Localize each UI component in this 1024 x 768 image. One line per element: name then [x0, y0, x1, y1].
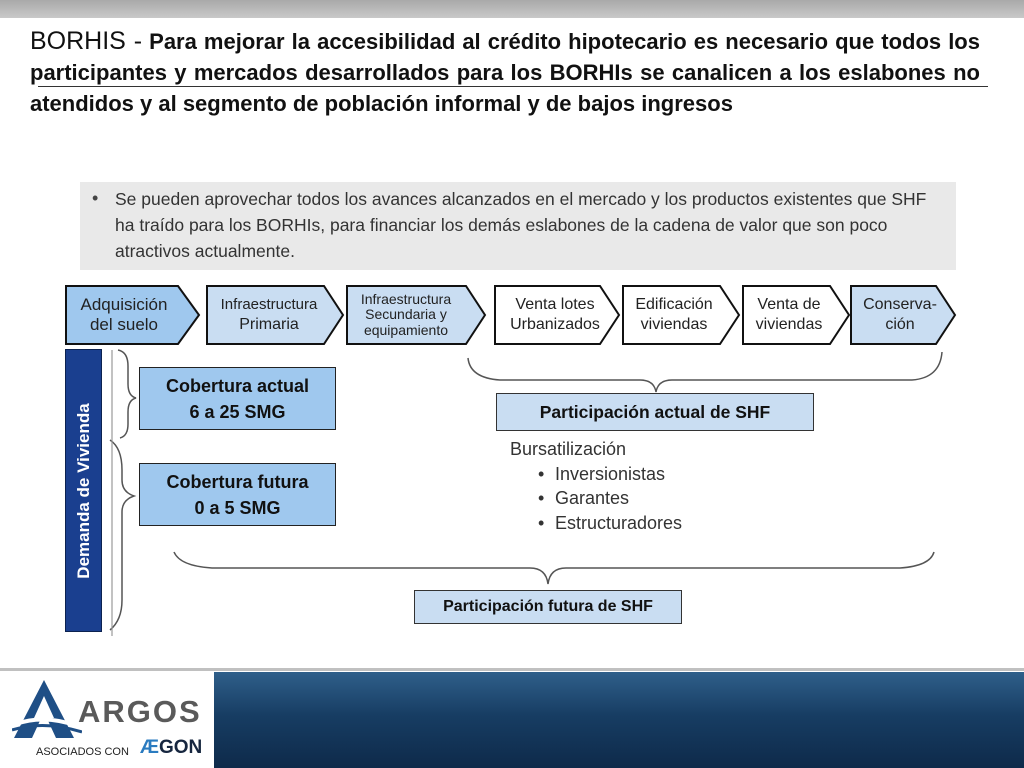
cobertura-actual-line2: 6 a 25 SMG — [189, 402, 286, 422]
chain-label-line1: Adquisición — [80, 295, 168, 314]
chain-step-label — [206, 285, 332, 345]
cobertura-futura-line2: 0 a 5 SMG — [194, 498, 281, 518]
note-text: Se pueden aprovechar todos los avances alcanzados en el mercado y los productos existentes que SHF ha traído para los BORHIs, para financiar los demás eslabones de la cadena de valor que son poco atractivos actualmente. — [115, 189, 927, 261]
aegon-mark: Æ — [140, 737, 159, 758]
bursatilizacion-heading: Bursatilización — [510, 439, 627, 459]
chain-step-infra-secundaria — [346, 285, 486, 345]
chain-label-line2: viviendas — [755, 316, 823, 333]
chain-label-line1: Infraestructura — [220, 296, 318, 313]
asociados-label: ASOCIADOS CON — [36, 746, 129, 758]
title-lead: BORHIS - — [30, 27, 143, 55]
chain-step-label — [346, 285, 466, 345]
top-bar — [0, 0, 1024, 18]
chain-label-line2: Urbanizados — [510, 316, 600, 333]
chain-step-label — [622, 285, 726, 345]
shf-futura-box: Participación futura de SHF — [414, 590, 682, 624]
argos-brand: ARGOS — [78, 694, 202, 729]
note-bullet: • — [92, 188, 99, 208]
chain-step-adquisicion — [65, 285, 200, 345]
brace-shf-futura — [174, 552, 934, 584]
chain-step-label — [494, 285, 616, 345]
demanda-vivienda-bar — [65, 349, 102, 632]
cobertura-actual-box — [139, 367, 336, 430]
cobertura-actual-line1: Cobertura actual — [165, 376, 310, 396]
brace-actual-left — [118, 350, 136, 438]
argos-logo-icon — [12, 678, 82, 742]
aegon-logo — [140, 737, 202, 759]
chain-label-line1: Edificación — [635, 296, 713, 313]
shf-actual-box: Participación actual de SHF — [496, 393, 814, 431]
chain-label-line2: viviendas — [640, 316, 708, 333]
chain-label-line1: Conserva- — [863, 296, 937, 313]
aegon-rest: GON — [159, 737, 203, 758]
footer-divider — [0, 668, 1024, 671]
cobertura-futura-line1: Cobertura futura — [166, 472, 309, 492]
chain-step-venta-viviendas — [742, 285, 850, 345]
title-underline — [38, 86, 988, 87]
bursatilizacion-list — [510, 437, 682, 535]
chain-step-venta-lotes — [494, 285, 620, 345]
chain-label-line2: Primaria — [239, 316, 299, 333]
chain-label-line1: Venta de — [757, 296, 821, 313]
list-item: • Estructuradores — [510, 511, 682, 536]
brace-shf-actual — [468, 352, 942, 392]
list-item: • Inversionistas — [510, 462, 682, 487]
chain-label-line2: Secundaria y — [365, 306, 447, 323]
slide-title — [30, 26, 980, 119]
brace-futura-left — [110, 440, 134, 630]
chain-step-label — [65, 285, 183, 345]
chain-step-label — [742, 285, 836, 345]
chain-step-label — [850, 285, 950, 345]
chain-step-infra-primaria — [206, 285, 344, 345]
chain-step-conservacion — [850, 285, 956, 345]
chain-label-line3: equipamiento — [363, 321, 449, 338]
demanda-vivienda-label: Demanda de Vivienda — [73, 402, 93, 579]
water-banner-image — [214, 672, 1024, 768]
chain-step-edificacion — [622, 285, 740, 345]
chain-label-line1: Infraestructura — [360, 290, 452, 307]
cobertura-futura-box — [139, 463, 336, 526]
title-text: Para mejorar la accesibilidad al crédito hipotecario es necesario que todos los participantes y mercados desarrollados para los BORHIs se canalicen a los eslabones no atendidos y al segmento de población informal y de bajos ingresos — [30, 29, 980, 116]
note-box — [80, 182, 956, 270]
chain-label-line2: del suelo — [89, 315, 159, 334]
chain-label-line2: ción — [885, 316, 915, 333]
chain-label-line1: Venta lotes — [515, 296, 595, 313]
list-item: • Garantes — [510, 486, 682, 511]
